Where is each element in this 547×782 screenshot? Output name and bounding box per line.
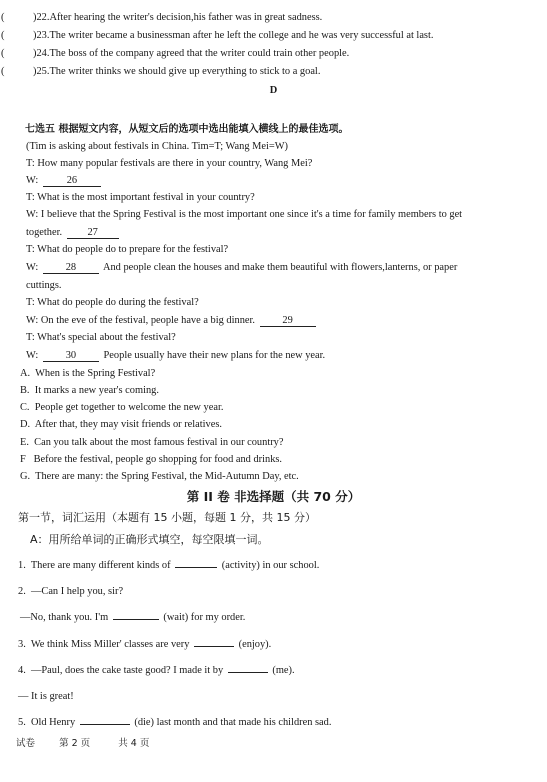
item-text: (activity) in our school. [221,560,320,571]
dialogue-line-t5: T: What's special about the festival? [26,332,176,343]
dialogue-line-w3 [26,261,457,275]
footer [16,737,149,751]
continuation-text: together. [26,227,63,238]
item-number: 1. [18,560,26,571]
dialogue-line-w3-cont: cuttings. [26,280,62,291]
dialogue-line-w2: W: I believe that the Spring Festival is the most important one since it's a time for family members to get [26,209,463,220]
footer-total: 共 4 页 [118,738,150,749]
bracket-mark: ( [1,12,5,23]
option-f [20,453,282,467]
answer-blank-28[interactable]: 28 [43,262,99,274]
section-instruction: 七选五 根据短文内容，从短文后的选项中选出能填入横线上的最佳选项。 [25,124,349,135]
dialogue-intro: (Tim is asking about festivals in China. Tim=T; Wang Mei=W) [26,141,288,152]
dialogue-text: People usually have their new plans for the new year. [103,350,326,361]
speaker-label: W: [26,350,39,361]
option-text: It marks a new year's coming. [34,385,159,396]
item-number: 2. [18,586,26,597]
option-e [20,436,283,450]
speaker-label: W: [26,262,39,273]
part-two-title: 第 II 卷 非选择题（共 70 分） [186,489,361,504]
option-letter: B. [20,385,30,396]
item-text: (wait) for my order. [163,612,246,623]
option-text: Before the festival, people go shopping for food and drinks. [33,454,283,465]
dialogue-line-w1 [26,174,103,188]
option-letter: D. [20,419,31,430]
option-text: Can you talk about the most famous festival in our country? [34,437,284,448]
vocab-item-3 [18,638,271,652]
item-text: —Can I help you, sir? [31,586,124,597]
option-a [20,367,155,381]
dialogue-line-w5 [26,349,325,363]
vocab-item-4 [18,664,295,678]
item-text: There are many different kinds of [30,560,171,571]
section-a-instruction: A：用所给单词的正确形式填空，每空限填一词。 [30,533,269,546]
question-text: )22.After hearing the writer's decision,his father was in great sadness. [33,12,323,23]
bracket-mark: ( [1,48,5,59]
option-letter: F [20,454,26,465]
vocab-item-5 [18,716,331,730]
option-d [20,418,222,432]
bracket-mark: ( [1,66,5,77]
vocab-item-2-response [20,611,245,625]
answer-blank-26[interactable]: 26 [43,175,101,187]
answer-blank-27[interactable]: 27 [67,227,119,239]
answer-blank[interactable] [113,619,159,620]
option-text: When is the Spring Festival? [35,368,156,379]
item-text: (die) last month and that made his children sad. [134,717,332,728]
item-number: 5. [18,717,26,728]
option-letter: G. [20,471,31,482]
option-letter: E. [20,437,29,448]
item-text: (enjoy). [238,639,272,650]
item-text: We think Miss Miller' classes are very [30,639,190,650]
question-text: )25.The writer thinks we should give up everything to stick to a goal. [33,66,321,77]
dialogue-line-w2-cont [26,226,121,240]
item-number: 3. [18,639,26,650]
item-text: —No, thank you. I'm [20,612,109,623]
option-letter: A. [20,368,31,379]
vocab-item-4-response: — It is great! [18,691,74,702]
answer-blank[interactable] [175,567,217,568]
answer-blank[interactable] [80,724,130,725]
question-text: )24.The boss of the company agreed that the writer could train other people. [33,48,350,59]
option-text: There are many: the Spring Festival, the Mid-Autumn Day, etc. [35,471,299,482]
option-b [20,384,159,398]
dialogue-line-t3: T: What do people do to prepare for the festival? [26,244,229,255]
vocab-item-2 [18,585,123,599]
dialogue-line-t2: T: What is the most important festival in your country? [26,192,255,203]
section-one-heading: 第一节，词汇运用（本题有 15 小题，每题 1 分，共 15 分） [18,511,316,524]
speaker-label: W: [26,175,39,186]
answer-blank[interactable] [194,646,234,647]
footer-label: 试卷 [16,738,36,749]
option-text: After that, they may visit friends or relatives. [34,419,222,430]
answer-blank[interactable] [228,672,268,673]
question-text: )23.The writer became a businessman after he left the college and he was very successful at last. [33,30,434,41]
answer-blank-29[interactable]: 29 [260,315,316,327]
option-letter: C. [20,402,30,413]
option-g [20,470,299,484]
option-c [20,401,223,415]
section-d-label: D [269,85,278,96]
item-number: 4. [18,665,26,676]
dialogue-text: W: On the eve of the festival, people have a big dinner. [26,315,255,326]
footer-page: 第 2 页 [59,738,91,749]
item-text: (me). [272,665,295,676]
answer-blank-30[interactable]: 30 [43,350,99,362]
bracket-mark: ( [1,30,5,41]
vocab-item-1 [18,559,319,573]
option-text: People get together to welcome the new year. [34,402,224,413]
dialogue-line-t4: T: What do people do during the festival? [26,297,199,308]
item-text: Old Henry [31,717,76,728]
dialogue-line-t1: T: How many popular festivals are there in your country, Wang Mei? [26,158,313,169]
dialogue-line-w4 [26,314,318,328]
dialogue-text: And people clean the houses and make them beautiful with flowers,lanterns, or paper [102,262,458,273]
item-text: —Paul, does the cake taste good? I made it by [31,665,224,676]
